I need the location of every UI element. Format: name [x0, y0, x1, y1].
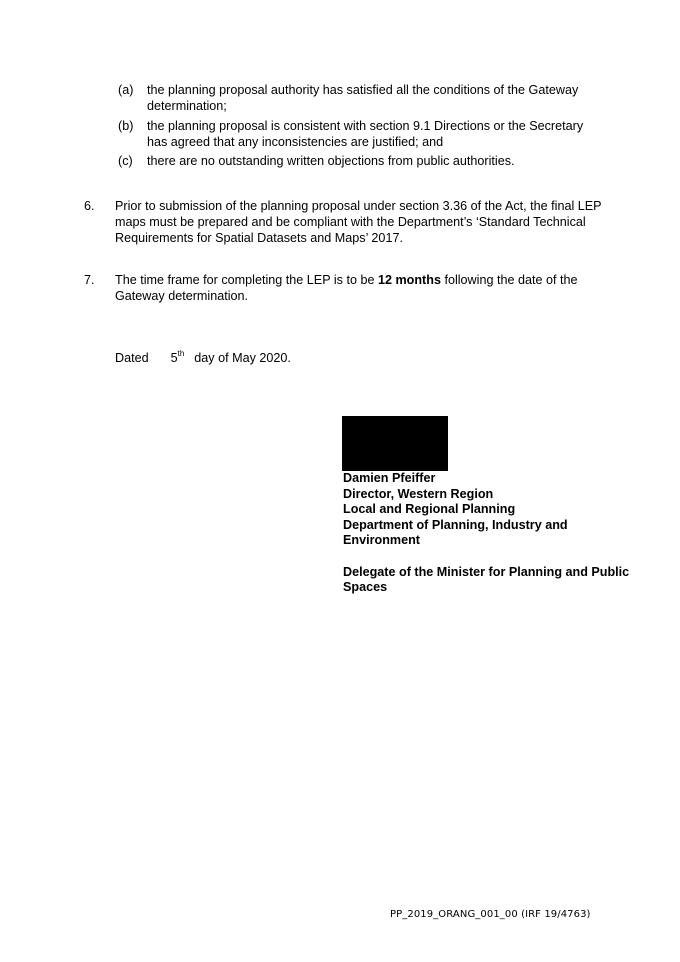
condition-label: (a) [118, 83, 134, 97]
signatory-title: Director, Western Region [343, 486, 494, 501]
signatory-delegation: Delegate of the Minister for Planning and Public Spaces [343, 564, 630, 595]
item-text-before: The time frame for completing the LEP is to be [115, 273, 378, 287]
condition-a [118, 82, 588, 114]
item-text: Prior to submission of the planning proposal under section 3.36 of the Act, the final LEP maps must be prepared and be compliant with the Department’s ‘Standard Technical Requirements for Spatial Datasets and Maps’ 2017. [115, 199, 602, 245]
dated-line [115, 350, 291, 366]
item-6 [84, 198, 604, 246]
dated-rest: day of May 2020. [194, 351, 291, 365]
item-number: 7. [84, 273, 95, 287]
dated-day: 5 [170, 351, 178, 365]
condition-text: there are no outstanding written objections from public authorities. [147, 154, 515, 168]
document-reference: PP_2019_ORANG_001_00 (IRF 19/4763) [390, 909, 591, 920]
condition-c [118, 153, 588, 169]
signatory-name: Damien Pfeiffer [343, 471, 436, 485]
signatory-department: Department of Planning, Industry and Environment [343, 517, 568, 548]
item-7 [84, 272, 604, 304]
redacted-signature [342, 416, 448, 471]
signature-block [343, 471, 643, 596]
signatory-division: Local and Regional Planning [343, 502, 516, 517]
item-text-after: following the date of the Gateway determination. [115, 273, 578, 303]
condition-b [118, 118, 588, 150]
condition-text: the planning proposal is consistent with section 9.1 Directions or the Secretary has agreed that any inconsistencies are justified; and [147, 119, 584, 149]
item-text [115, 272, 604, 304]
dated-day-suffix: th [177, 349, 185, 358]
condition-label: (c) [118, 154, 133, 168]
dated-label: Dated [115, 351, 149, 365]
condition-text: the planning proposal authority has satisfied all the conditions of the Gateway determination; [147, 83, 579, 113]
condition-label: (b) [118, 119, 134, 133]
item-number: 6. [84, 199, 95, 213]
time-frame-duration: 12 months [377, 273, 441, 287]
